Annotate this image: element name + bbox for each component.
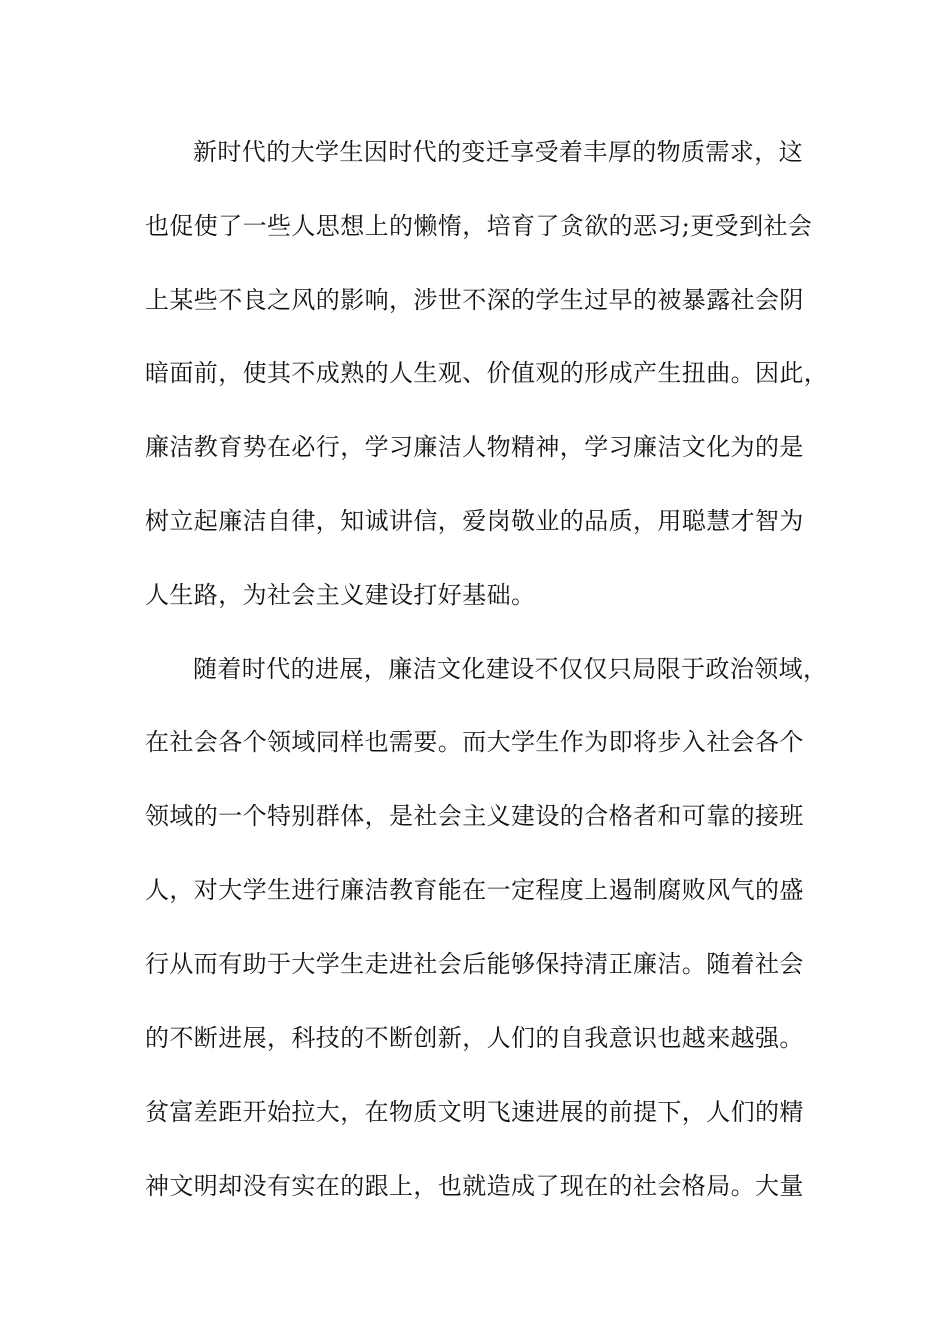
paragraph-2-line-8: 神文明却没有实在的跟上，也就造成了现在的社会格局。大量 [145,1172,804,1200]
paragraph-2-line-3: 领域的一个特别群体，是社会主义建设的合格者和可靠的接班 [145,802,804,830]
paragraph-2-line-1: 随着时代的进展，廉洁文化建设不仅仅只局限于政治领域， [193,655,828,683]
paragraph-1-line-6: 树立起廉洁自律，知诚讲信，爱岗敬业的品质，用聪慧才智为 [145,507,804,535]
paragraph-1-line-5: 廉洁教育势在必行，学习廉洁人物精神，学习廉洁文化为的是 [145,433,804,461]
paragraph-2-line-6: 的不断进展，科技的不断创新，人们的自我意识也越来越强。 [145,1024,804,1052]
paragraph-1-line-1: 新时代的大学生因时代的变迁享受着丰厚的物质需求，这 [193,138,803,166]
paragraph-2-line-7: 贫富差距开始拉大，在物质文明飞速进展的前提下，人们的精 [145,1098,804,1126]
paragraph-1-line-2: 也促使了一些人思想上的懒惰，培育了贪欲的恶习;更受到社会 [145,212,813,240]
paragraph-2-line-4: 人，对大学生进行廉洁教育能在一定程度上遏制腐败风气的盛 [145,876,804,904]
paragraph-1-line-3: 上某些不良之风的影响，涉世不深的学生过早的被暴露社会阴 [145,286,804,314]
paragraph-2-line-5: 行从而有助于大学生走进社会后能够保持清正廉洁。随着社会 [145,950,804,978]
paragraph-1-line-7: 人生路，为社会主义建设打好基础。 [145,581,536,609]
paragraph-1-line-4: 暗面前，使其不成熟的人生观、价值观的形成产生扭曲。因此， [145,359,829,387]
paragraph-2-line-2: 在社会各个领域同样也需要。而大学生作为即将步入社会各个 [145,728,804,756]
